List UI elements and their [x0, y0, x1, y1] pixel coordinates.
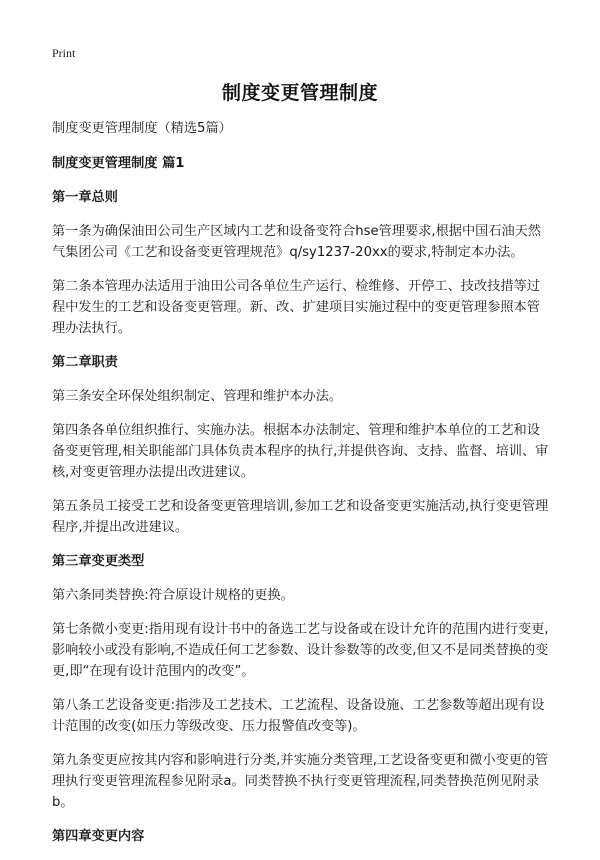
article-9-paragraph: 第九条变更应按其内容和影响进行分类,并实施分类管理,工艺设备变更和微小变更的管理执行变更管理流程参见附录a。同类替换不执行变更管理流程,同类替换范例见附录b。 [52, 753, 549, 810]
article-5-paragraph: 第五条员工接受工艺和设备变更管理培训,参加工艺和设备变更实施活动,执行变更管理程序,并提出改进建议。 [52, 499, 549, 535]
document-subtitle: 制度变更管理制度（精选5篇） [52, 121, 232, 136]
document-title: 制度变更管理制度 [221, 82, 378, 104]
article-7-paragraph: 第七条微小变更:指用现有设计书中的备选工艺与设备或在设计允许的范围内进行变更,影响较小或没有影响,不造成任何工艺参数、设计参数等的改变,但又不是同类替换的变更,即“在现有设计范围内的改变”。 [52, 622, 549, 679]
chapter-heading-2: 第二章职责 [52, 355, 118, 370]
article-8-paragraph: 第八条工艺设备变更:指涉及工艺技术、工艺流程、设备设施、工艺参数等超出现有设计范围的改变(如压力等级改变、压力报警值改变等)。 [52, 698, 545, 734]
chapter-heading-4: 第四章变更内容 [52, 829, 145, 844]
article-4-paragraph: 第四条各单位组织推行、实施办法。根据本办法制定、管理和维护本单位的工艺和设备变更管理,相关职能部门具体负责本程序的执行,并提供咨询、支持、监督、培训、审核,对变更管理办法提出改进建议。 [52, 423, 549, 480]
article-1-paragraph: 第一条为确保油田公司生产区域内工艺和设备变符合hse管理要求,根据中国石油天然气集团公司《工艺和设备变更管理规范》q/sy1237-20xx的要求,特制定本办法。 [52, 224, 542, 260]
chapter-heading-3: 第三章变更类型 [52, 554, 145, 569]
print-label: Print [52, 46, 76, 60]
section-heading: 制度变更管理制度 篇1 [52, 156, 185, 171]
article-6-paragraph: 第六条同类替换:符合原设计规格的更换。 [52, 588, 294, 603]
document-body [52, 118, 552, 860]
article-3-paragraph: 第三条安全环保处组织制定、管理和维护本办法。 [52, 389, 343, 404]
article-2-paragraph: 第二条本管理办法适用于油田公司各单位生产运行、检维修、开停工、技改技措等过程中发生的工艺和设备变更管理。新、改、扩建项目实施过程中的变更管理参照本管理办法执行。 [52, 279, 540, 336]
chapter-heading-1: 第一章总则 [52, 190, 118, 205]
